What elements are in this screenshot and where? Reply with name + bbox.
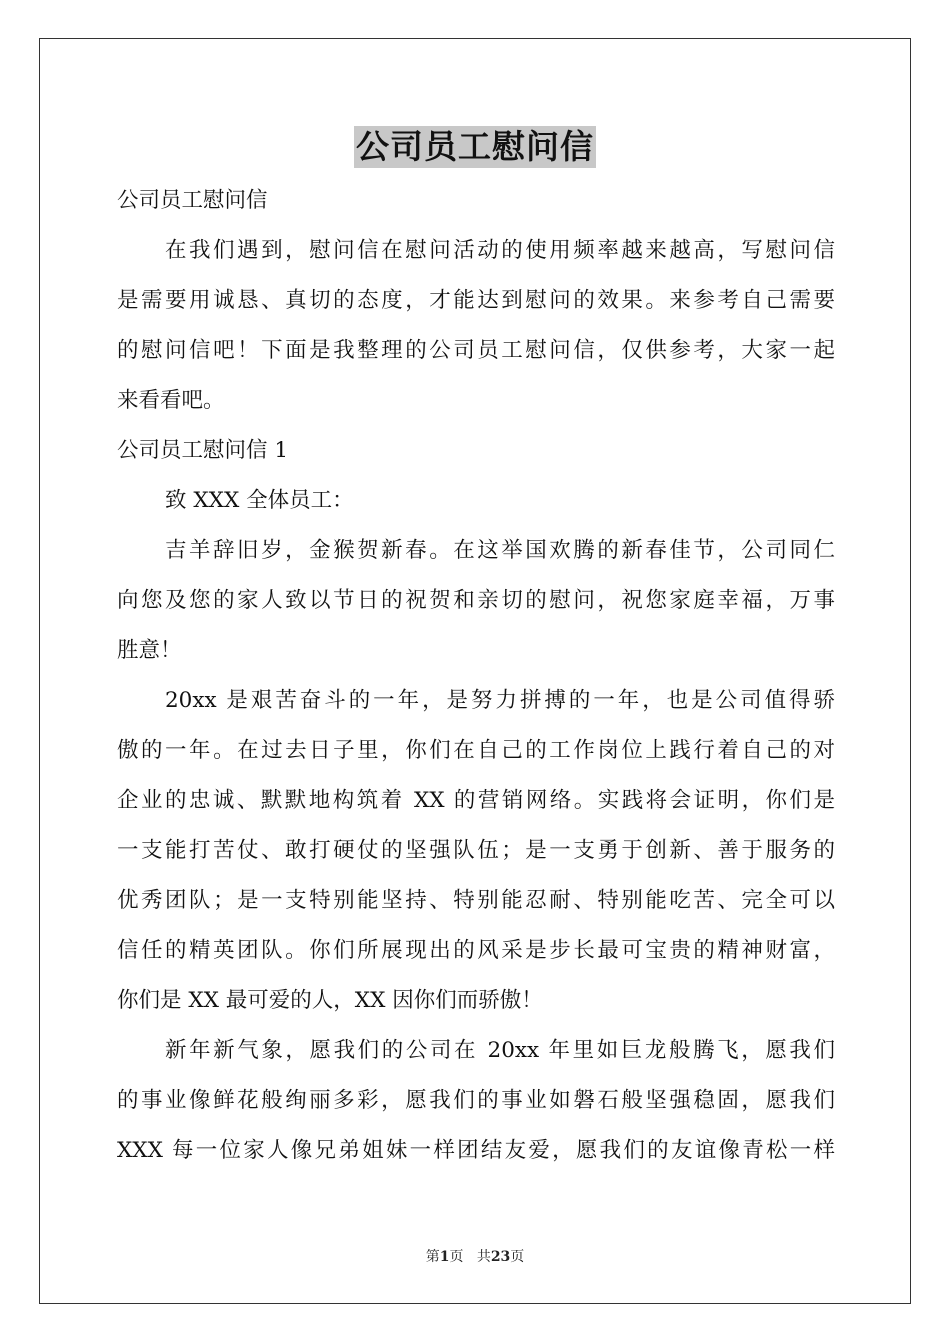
text-line: 20xx 是艰苦奋斗的一年，是努力拼搏的一年，也是公司值得骄: [165, 688, 835, 713]
text-line: 优秀团队；是一支特别能坚持、特别能忍耐、特别能吃苦、完全可以: [117, 888, 835, 913]
title-container: [0, 126, 950, 168]
text-line: 企业的忠诚、默默地构筑着 XX 的营销网络。实践将会证明，你们是: [117, 788, 835, 813]
text-line: 吉羊辞旧岁，金猴贺新春。在这举国欢腾的新春佳节，公司同仁: [165, 538, 835, 563]
page-footer: [0, 1248, 950, 1266]
text-line: 公司员工慰问信: [117, 188, 268, 213]
footer-total-pages: 23: [490, 1249, 511, 1265]
text-line: 向您及您的家人致以节日的祝贺和亲切的慰问，祝您家庭幸福，万事: [117, 588, 835, 613]
text-line: XXX 每一位家人像兄弟姐妹一样团结友爱，愿我们的友谊像青松一样: [117, 1138, 835, 1163]
text-line: 你们是 XX 最可爱的人，XX 因你们而骄傲！: [117, 988, 543, 1013]
footer-total-suffix: 页: [510, 1249, 525, 1265]
document-title: 公司员工慰问信: [356, 127, 594, 166]
text-line: 一支能打苦仗、敢打硬仗的坚强队伍；是一支勇于创新、善于服务的: [117, 838, 835, 863]
footer-page-number: 1: [439, 1249, 450, 1265]
text-line: 是需要用诚恳、真切的态度，才能达到慰问的效果。来参考自己需要: [117, 288, 835, 313]
text-line: 的慰问信吧！下面是我整理的公司员工慰问信，仅供参考，大家一起: [117, 338, 835, 363]
text-line: 公司员工慰问信 1: [117, 438, 289, 463]
text-line: 来看看吧。: [117, 388, 225, 413]
footer-page-prefix: 第: [425, 1249, 440, 1265]
text-line: 致 XXX 全体员工：: [165, 488, 354, 513]
text-line: 傲的一年。在过去日子里，你们在自己的工作岗位上践行着自己的对: [117, 738, 835, 763]
text-line: 新年新气象，愿我们的公司在 20xx 年里如巨龙般腾飞，愿我们: [165, 1038, 835, 1063]
document-body: [117, 176, 835, 1176]
text-line: 在我们遇到，慰问信在慰问活动的使用频率越来越高，写慰问信: [165, 238, 835, 263]
footer-page-suffix: 页: [449, 1249, 464, 1265]
text-line: 胜意！: [117, 638, 182, 663]
footer-total-prefix: 共: [476, 1249, 491, 1265]
text-line: 的事业像鲜花般绚丽多彩，愿我们的事业如磐石般坚强稳固，愿我们: [117, 1088, 835, 1113]
text-line: 信任的精英团队。你们所展现出的风采是步长最可宝贵的精神财富，: [117, 938, 835, 963]
